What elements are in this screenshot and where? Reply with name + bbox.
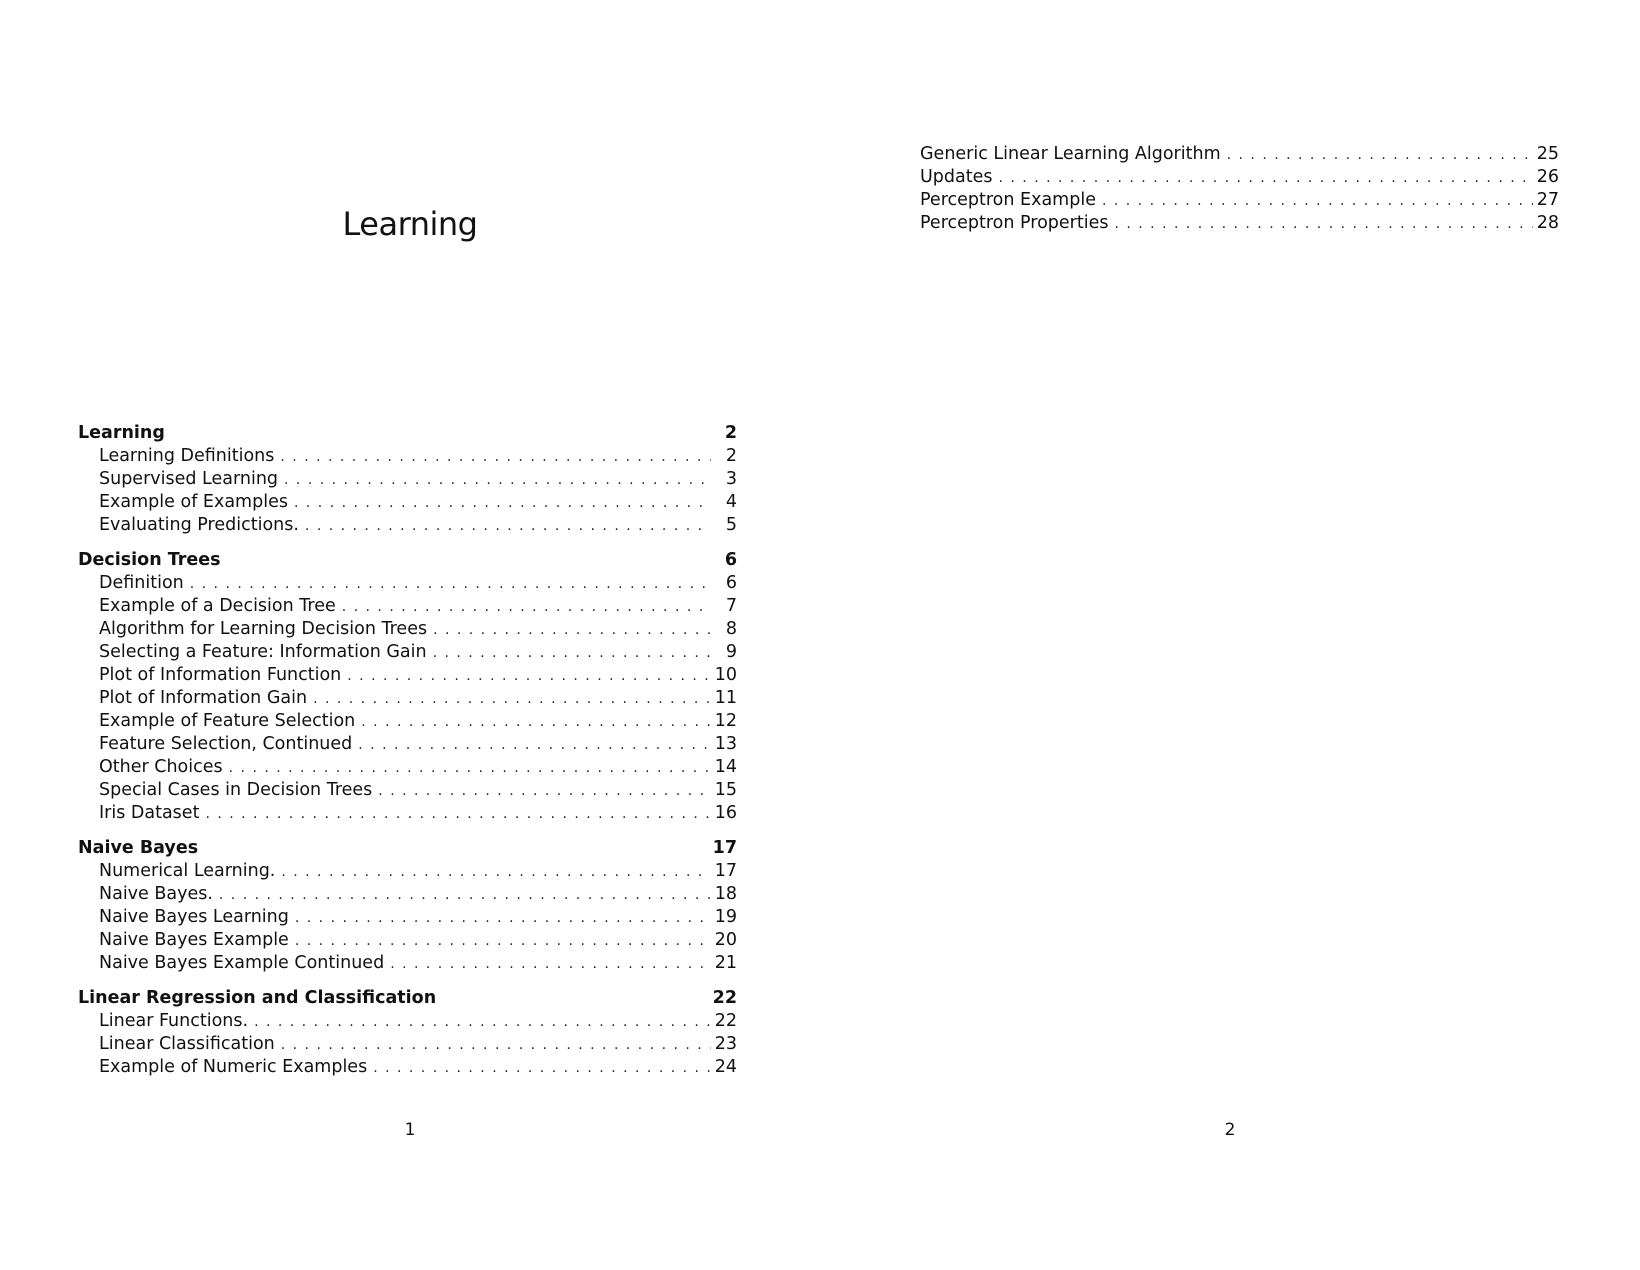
toc-entry[interactable]	[78, 779, 737, 802]
entry-page: 20	[714, 930, 737, 950]
entry-label: Generic Linear Learning Algorithm	[920, 144, 1221, 164]
entry-page: 17	[714, 861, 737, 881]
entry-label: Naive Bayes.	[99, 884, 213, 904]
dot-leader	[433, 642, 711, 665]
table-of-contents-continued	[920, 143, 1559, 235]
toc-section-linear-regression	[78, 987, 737, 1079]
toc-section-heading[interactable]	[78, 837, 737, 860]
toc-entry[interactable]	[78, 733, 737, 756]
entry-page: 16	[714, 803, 737, 823]
table-of-contents	[78, 422, 737, 1091]
entry-page: 8	[725, 619, 737, 639]
dot-leader	[1114, 213, 1532, 236]
dot-leader	[219, 884, 711, 907]
entry-label: Perceptron Example	[920, 190, 1096, 210]
dot-leader	[313, 688, 711, 711]
entry-label: Selecting a Feature: Information Gain	[99, 642, 427, 662]
entry-page: 28	[1536, 213, 1559, 233]
toc-entry[interactable]	[78, 952, 737, 975]
entry-label: Supervised Learning	[99, 469, 279, 489]
dot-leader	[1227, 144, 1533, 167]
dot-leader	[1102, 190, 1533, 213]
dot-leader	[295, 930, 711, 953]
section-title: Learning	[78, 423, 165, 443]
entry-page: 19	[714, 907, 737, 927]
section-title: Naive Bayes	[78, 838, 199, 858]
section-title: Linear Regression and Classification	[78, 988, 437, 1008]
toc-entry[interactable]	[78, 860, 737, 883]
toc-entry[interactable]	[78, 641, 737, 664]
entry-label: Linear Functions.	[99, 1011, 249, 1031]
entry-page: 2	[725, 446, 737, 466]
entry-label: Updates	[920, 167, 993, 187]
dot-leader	[390, 953, 711, 976]
toc-section-naive-bayes	[78, 837, 737, 975]
entry-label: Evaluating Predictions.	[99, 515, 299, 535]
dot-leader	[205, 803, 710, 826]
entry-page: 13	[714, 734, 737, 754]
dot-leader	[378, 780, 710, 803]
entry-page: 11	[714, 688, 737, 708]
toc-section-heading[interactable]	[78, 422, 737, 445]
dot-leader	[305, 515, 711, 538]
entry-label: Definition	[99, 573, 184, 593]
entry-label: Naive Bayes Example	[99, 930, 289, 950]
section-page: 2	[724, 423, 737, 443]
entry-page: 9	[725, 642, 737, 662]
entry-page: 4	[725, 492, 737, 512]
section-page: 22	[712, 988, 737, 1008]
toc-entry[interactable]	[920, 212, 1559, 235]
toc-entry[interactable]	[78, 1056, 737, 1079]
dot-leader	[284, 469, 711, 492]
toc-entry[interactable]	[78, 664, 737, 687]
dot-leader	[281, 1034, 711, 1057]
entry-page: 12	[714, 711, 737, 731]
toc-entry[interactable]	[78, 572, 737, 595]
toc-entry[interactable]	[78, 906, 737, 929]
dot-leader	[361, 711, 710, 734]
entry-page: 6	[725, 573, 737, 593]
section-page: 17	[712, 838, 737, 858]
toc-section-learning	[78, 422, 737, 537]
entry-page: 15	[714, 780, 737, 800]
entry-page: 7	[725, 596, 737, 616]
entry-page: 24	[714, 1057, 737, 1077]
dot-leader	[295, 907, 711, 930]
toc-entry[interactable]	[78, 1033, 737, 1056]
toc-entry[interactable]	[78, 883, 737, 906]
toc-entry[interactable]	[78, 1010, 737, 1033]
section-page: 6	[724, 550, 737, 570]
entry-label: Example of Examples	[99, 492, 288, 512]
entry-page: 10	[714, 665, 737, 685]
entry-page: 21	[714, 953, 737, 973]
dot-leader	[342, 596, 711, 619]
entry-label: Perceptron Properties	[920, 213, 1109, 233]
document-title: Learning	[342, 205, 478, 243]
toc-entry[interactable]	[78, 595, 737, 618]
entry-label: Algorithm for Learning Decision Trees	[99, 619, 428, 639]
dot-leader	[190, 573, 711, 596]
entry-label: Feature Selection, Continued	[99, 734, 353, 754]
entry-page: 26	[1536, 167, 1559, 187]
dot-leader	[433, 619, 711, 642]
toc-entry[interactable]	[78, 618, 737, 641]
page-number: 1	[404, 1120, 416, 1140]
dot-leader	[229, 757, 711, 780]
entry-label: Naive Bayes Learning	[99, 907, 289, 927]
entry-page: 22	[714, 1011, 737, 1031]
dot-leader	[999, 167, 1533, 190]
dot-leader	[281, 861, 710, 884]
entry-label: Plot of Information Function	[99, 665, 342, 685]
entry-label: Linear Classification	[99, 1034, 275, 1054]
entry-label: Plot of Information Gain	[99, 688, 308, 708]
dot-leader	[294, 492, 711, 515]
section-title: Decision Trees	[78, 550, 221, 570]
entry-label: Iris Dataset	[99, 803, 200, 823]
page-number: 2	[1224, 1120, 1236, 1140]
toc-entry[interactable]	[78, 756, 737, 779]
toc-entry[interactable]	[920, 166, 1559, 189]
dot-leader	[280, 446, 711, 469]
entry-label: Example of Numeric Examples	[99, 1057, 368, 1077]
toc-entry[interactable]	[78, 929, 737, 952]
entry-page: 25	[1536, 144, 1559, 164]
entry-page: 3	[725, 469, 737, 489]
toc-entry[interactable]	[78, 514, 737, 537]
dot-leader	[254, 1011, 711, 1034]
toc-entry[interactable]	[78, 687, 737, 710]
toc-entry[interactable]	[78, 710, 737, 733]
entry-label: Numerical Learning.	[99, 861, 276, 881]
toc-entry[interactable]	[78, 445, 737, 468]
dot-leader	[358, 734, 710, 757]
entry-page: 5	[725, 515, 737, 535]
entry-page: 18	[714, 884, 737, 904]
toc-section-heading[interactable]	[78, 987, 737, 1010]
entry-page: 14	[714, 757, 737, 777]
entry-label: Special Cases in Decision Trees	[99, 780, 373, 800]
entry-label: Learning Definitions	[99, 446, 275, 466]
entry-page: 23	[714, 1034, 737, 1054]
dot-leader	[373, 1057, 711, 1080]
toc-section-heading[interactable]	[78, 549, 737, 572]
entry-page: 27	[1536, 190, 1559, 210]
toc-section-decision-trees	[78, 549, 737, 825]
toc-entry[interactable]	[78, 802, 737, 825]
entry-label: Naive Bayes Example Continued	[99, 953, 385, 973]
toc-entry[interactable]	[920, 143, 1559, 166]
dot-leader	[347, 665, 710, 688]
page-2	[820, 0, 1640, 1270]
entry-label: Example of Feature Selection	[99, 711, 356, 731]
toc-entry[interactable]	[78, 491, 737, 514]
toc-entry[interactable]	[920, 189, 1559, 212]
entry-label: Other Choices	[99, 757, 223, 777]
toc-entry[interactable]	[78, 468, 737, 491]
entry-label: Example of a Decision Tree	[99, 596, 336, 616]
